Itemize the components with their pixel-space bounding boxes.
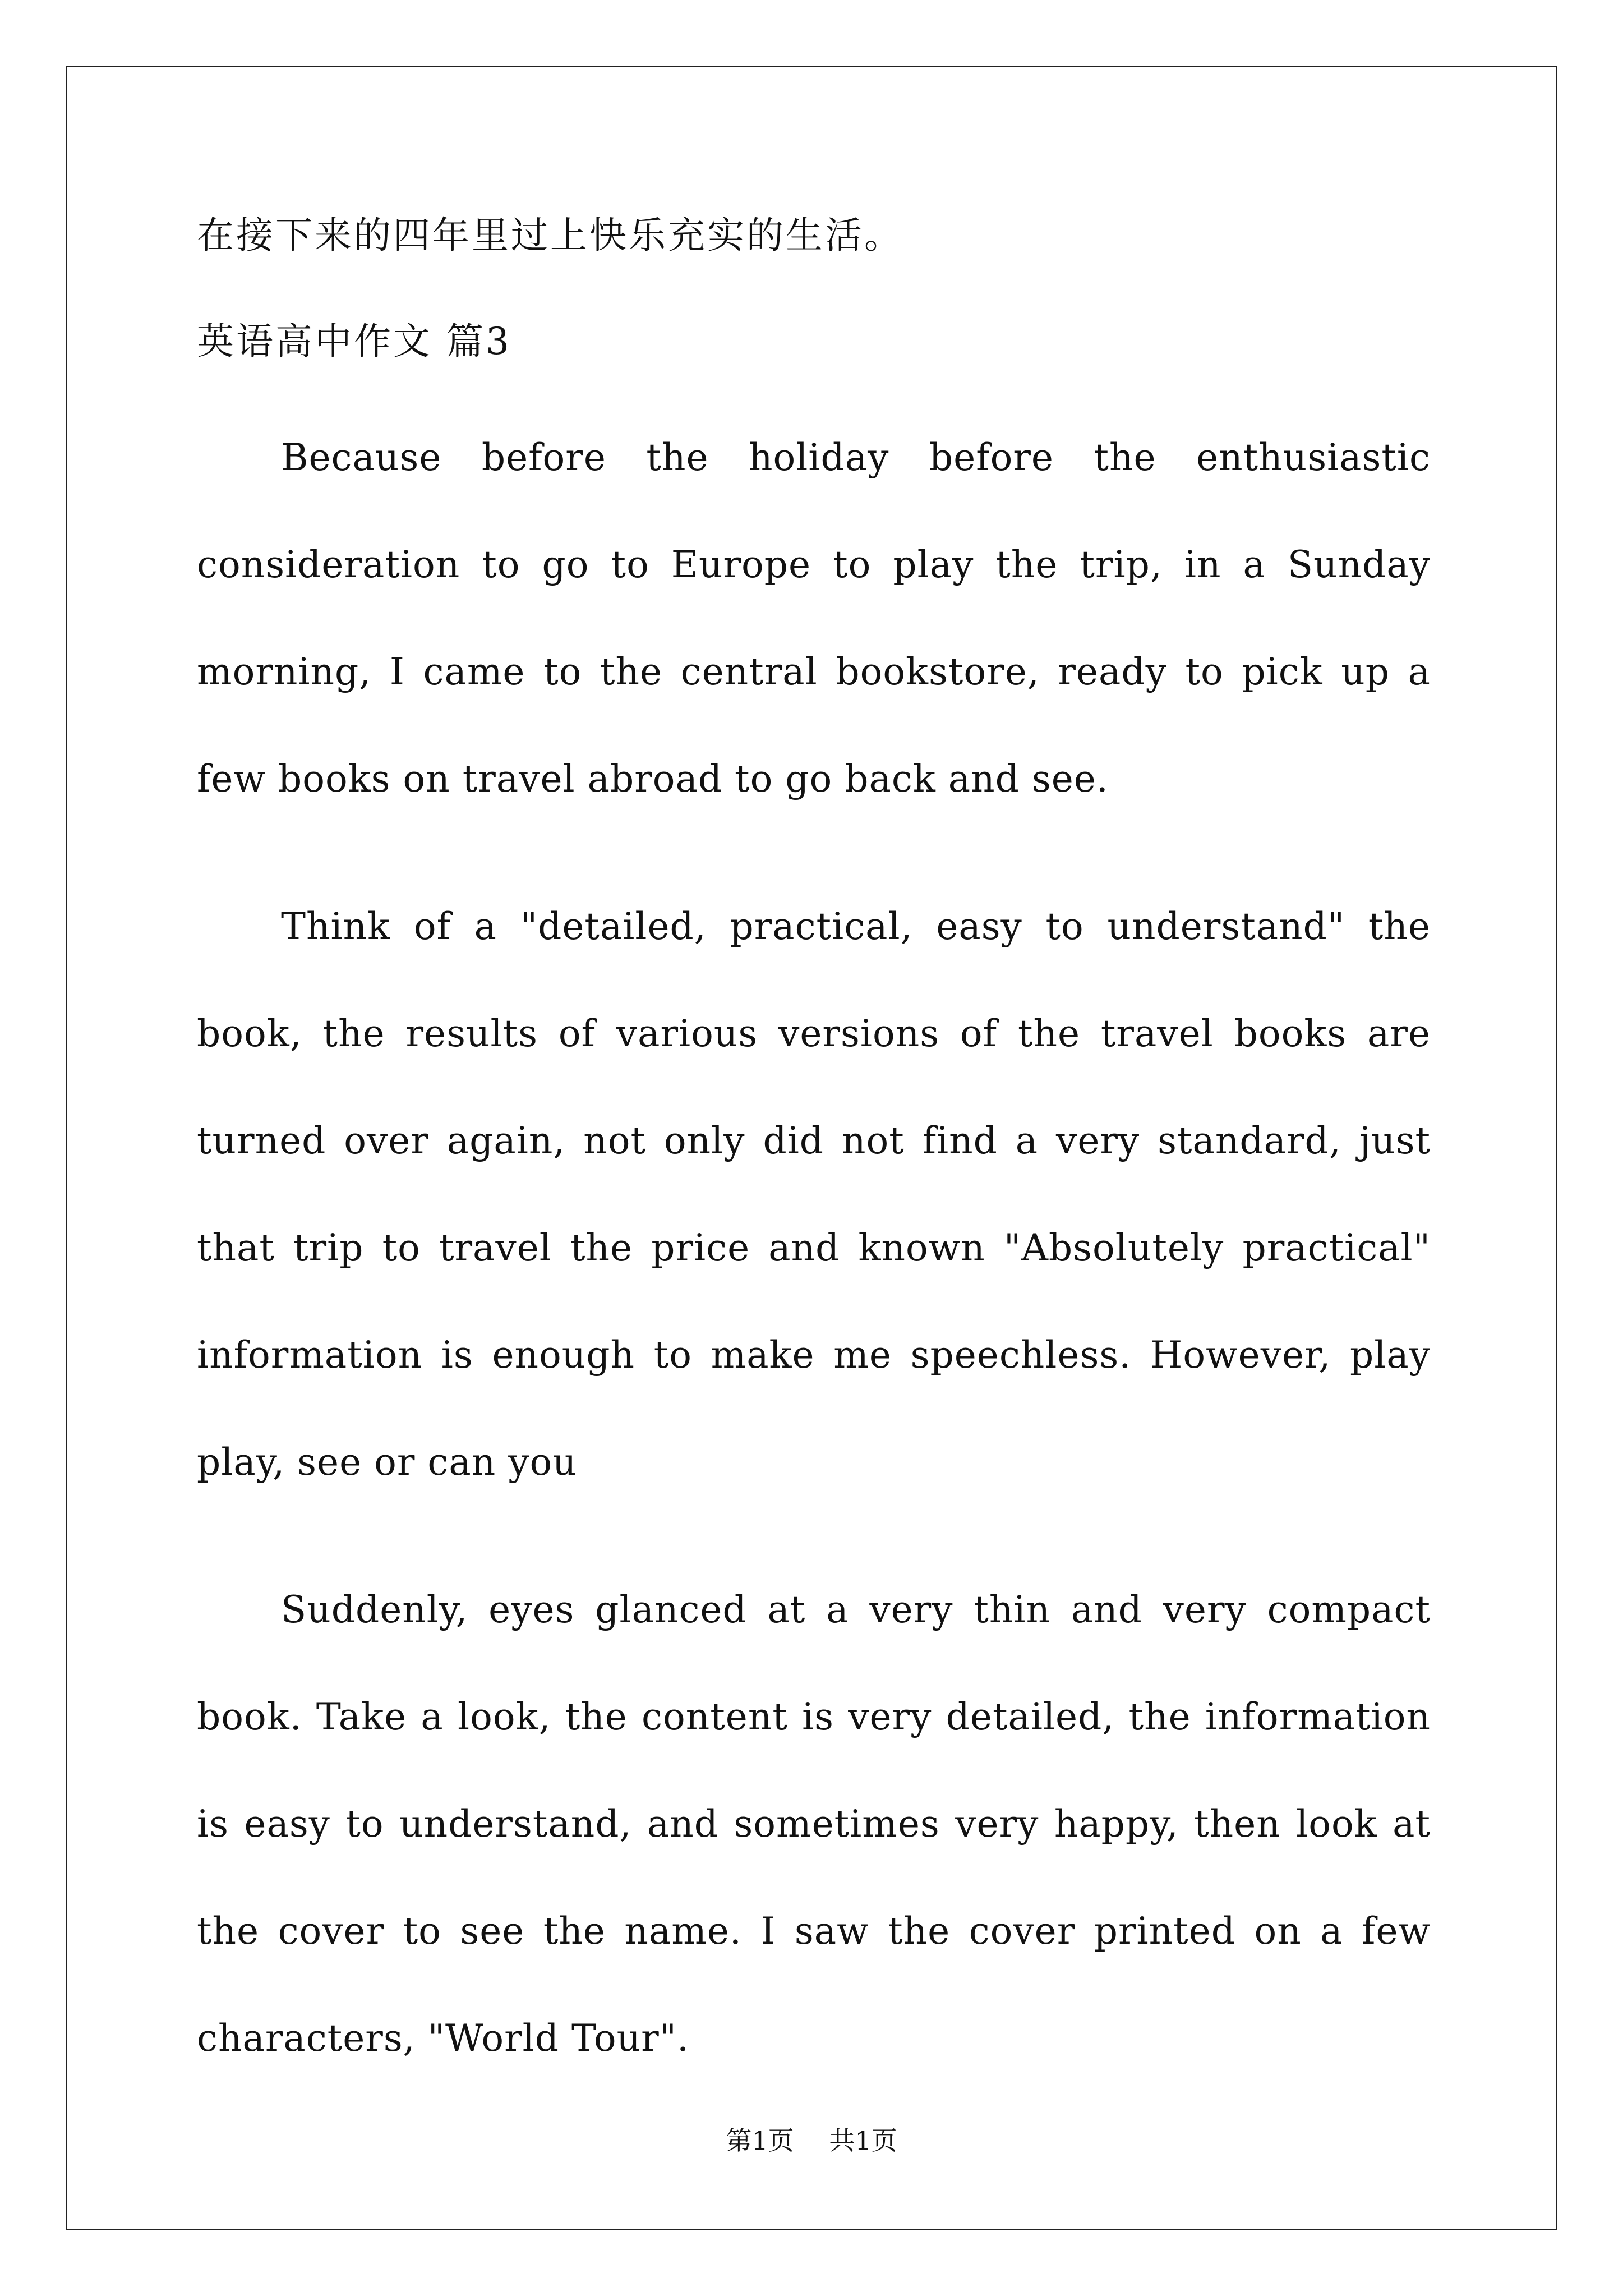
essay-heading: 英语高中作文 篇3: [197, 320, 511, 364]
document-body: [197, 213, 1431, 2092]
page-number-current: 第1页: [726, 2125, 794, 2156]
intro-tail-line: 在接下来的四年里过上快乐充实的生活。: [197, 214, 903, 257]
paragraph-text: Because before the holiday before the enthusiastic consideration to go to Europe to play the trip, in a Sunday morning, I came to the central bookstore, ready to pick up a few books on travel abroad to go back and see.: [197, 436, 1431, 801]
paragraph-1: [197, 404, 1431, 832]
page-footer: [0, 2120, 1623, 2157]
paragraph-3: [197, 1556, 1431, 2092]
paragraph-2: [197, 873, 1431, 1516]
paragraph-text: Think of a "detailed, practical, easy to understand" the book, the results of various versions of the travel books are turned over again, not only did not find a very standard, just that trip to travel the price and known "Absolutely practical" information is enough to make me speechless. However, play play, see or can you: [197, 905, 1431, 1484]
page-number-total: 共1页: [829, 2125, 897, 2156]
paragraph-text: Suddenly, eyes glanced at a very thin and very compact book. Take a look, the content is very detailed, the information is easy to understand, and sometimes very happy, then look at the cover to see the name. I saw the cover printed on a few characters, "World Tour".: [197, 1588, 1431, 2060]
